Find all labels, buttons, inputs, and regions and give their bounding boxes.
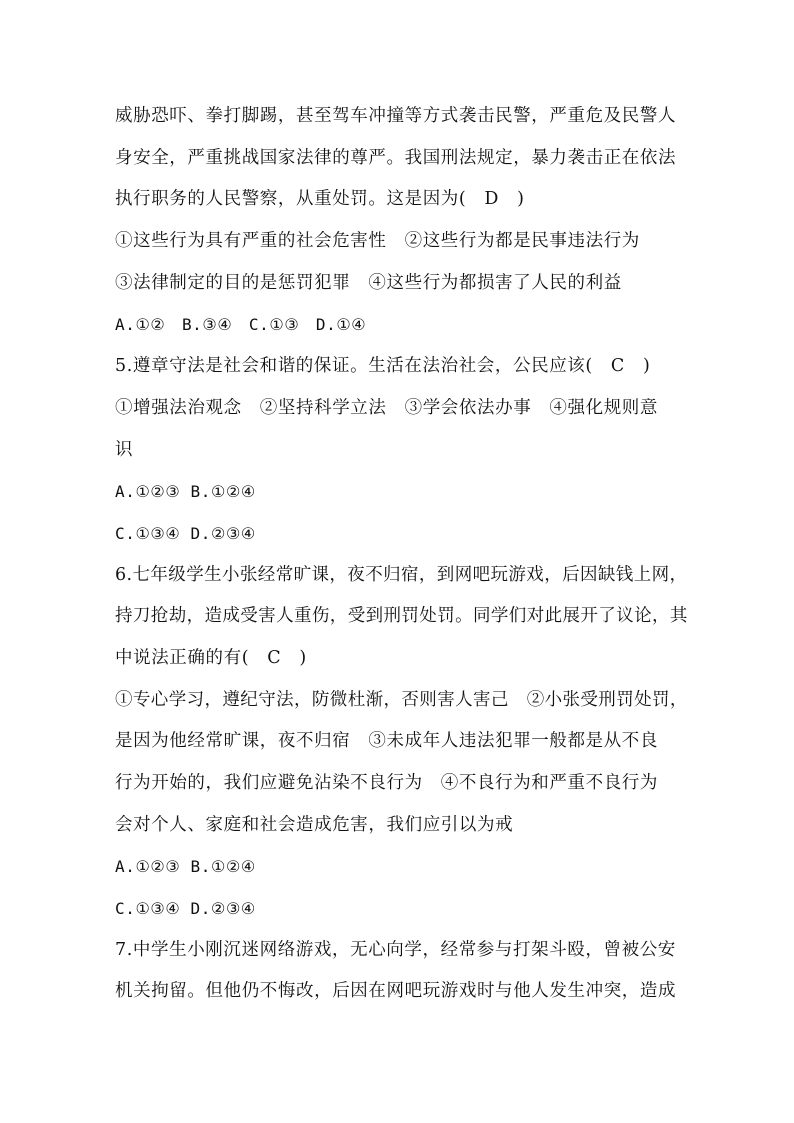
question-5: 5.遵章守法是社会和谐的保证。生活在法治社会，公民应该( C ) bbox=[115, 356, 651, 377]
answer-options: C.①③④ D.②③④ bbox=[115, 523, 256, 543]
document-page bbox=[115, 96, 690, 1013]
question-stem: 执行职务的人民警察，从重处罚。这是因为( D ) bbox=[115, 189, 525, 210]
text-line: 持刀抢劫，造成受害人重伤，受到刑罚处罚。同学们对此展开了议论，其 bbox=[115, 606, 688, 627]
statement-line: 会对个人、家庭和社会造成危害，我们应引以为戒 bbox=[115, 814, 514, 835]
answer-options: A.①② B.③④ C.①③ D.①④ bbox=[115, 315, 367, 335]
question-7: 7.中学生小刚沉迷网络游戏，无心向学，经常参与打架斗殴，曾被公安 bbox=[115, 939, 676, 960]
statement-line: ③法律制定的目的是惩罚犯罪 ④这些行为都损害了人民的利益 bbox=[115, 272, 622, 293]
question-stem: 中说法正确的有( C ) bbox=[115, 647, 307, 668]
statement-line: ①增强法治观念 ②坚持科学立法 ③学会依法办事 ④强化规则意 bbox=[115, 397, 658, 418]
answer-options: C.①③④ D.②③④ bbox=[115, 899, 256, 919]
statement-line: ①这些行为具有严重的社会危害性 ②这些行为都是民事违法行为 bbox=[115, 231, 640, 252]
text-line: 机关拘留。但他仍不悔改，后因在网吧玩游戏时与他人发生冲突，造成 bbox=[115, 981, 677, 1002]
text-line: 威胁恐吓、拳打脚踢，甚至驾车冲撞等方式袭击民警，严重危及民警人 bbox=[115, 106, 677, 126]
statement-line: ①专心学习，遵纪守法，防微杜渐，否则害人害己 ②小张受刑罚处罚， bbox=[115, 689, 688, 710]
question-6: 6.七年级学生小张经常旷课，夜不归宿，到网吧玩游戏，后因缺钱上网， bbox=[115, 564, 688, 585]
text-line: 身安全，严重挑战国家法律的尊严。我国刑法规定，暴力袭击正在依法 bbox=[115, 147, 677, 168]
statement-line: 行为开始的，我们应避免沾染不良行为 ④不良行为和严重不良行为 bbox=[115, 773, 658, 793]
answer-options: A.①②③ B.①②④ bbox=[115, 857, 256, 877]
answer-options: A.①②③ B.①②④ bbox=[115, 482, 256, 502]
statement-line: 是因为他经常旷课，夜不归宿 ③未成年人违法犯罪一般都是从不良 bbox=[115, 731, 658, 752]
statement-line: 识 bbox=[115, 439, 134, 460]
